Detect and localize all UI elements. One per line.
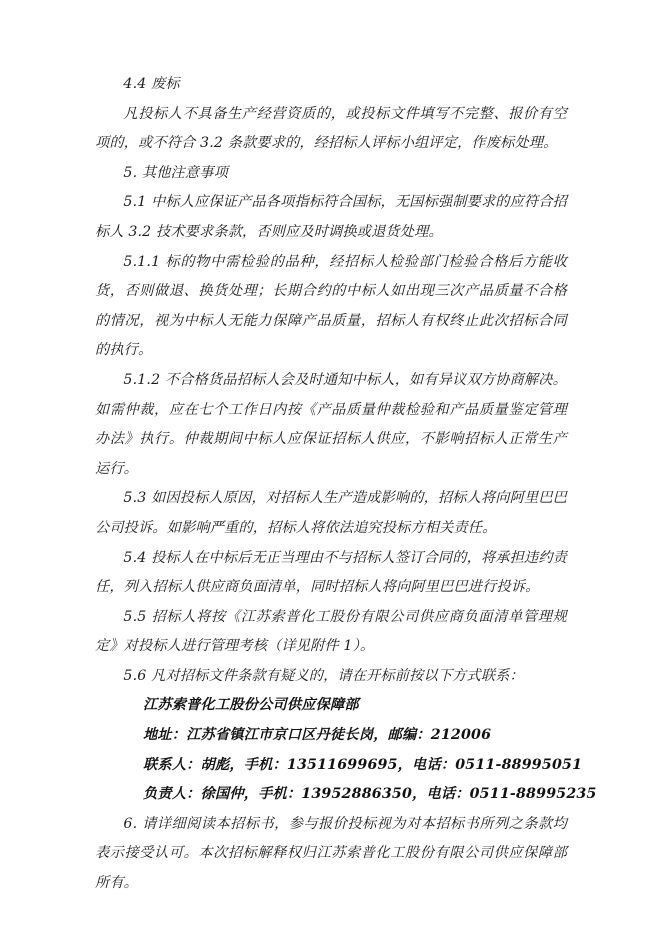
section-5-heading: 5. 其他注意事项 — [123, 164, 228, 181]
section-5-1: 5.1 中标人应保证产品各项指标符合国标，无国标强制要求的应符合招标人 3.2 技术要求条款，否则应及时调换或退货处理。 — [95, 194, 567, 240]
section-5-1-2: 5.1.2 不合格货品招标人会及时通知中标人，如有异议双方协商解决。如需仲裁，应在七个工作日内按《产品质量仲裁检验和产品质量鉴定管理办法》执行。仲裁期间中标人应保证招标人供应，不影响招标人正常生产运行。 — [95, 371, 567, 477]
contact-manager-line: 负责人：徐国仲，手机：13952886350，电话：0511-88995235 — [143, 786, 597, 803]
section-4-4-heading: 4.4 废标 — [123, 76, 180, 92]
contact-organization-name: 江苏索普化工股份公司供应保障部 — [143, 697, 359, 714]
section-5-5: 5.5 招标人将按《江苏索普化工股份有限公司供应商负面清单管理规定》对投标人进行管理考核（详见附件 1）。 — [95, 608, 567, 655]
section-5-4: 5.4 投标人在中标后无正当理由不与招标人签订合同的，将承担违约责任，列入招标人供应商负面清单，同时招标人将向阿里巴巴进行投诉。 — [95, 549, 567, 596]
contact-address-line: 地址：江苏省镇江市京口区丹徒长岗，邮编：212006 — [143, 727, 492, 744]
contact-information-block — [95, 691, 597, 809]
document-text-column — [95, 70, 597, 899]
section-5-1-1: 5.1.1 标的物中需检验的品种，经招标人检验部门检验合格后方能收货，否则做退、换货处理；长期合约的中标人如出现三次产品质量不合格的情况，视为中标人无能力保障产品质量，招标人有权终止此次招标合同的执行。 — [95, 253, 567, 359]
section-6: 6. 请详细阅读本招标书，参与报价投标视为对本招标书所列之条款均表示接受认可。本次招标解释权归江苏索普化工股份有限公司供应保障部所有。 — [95, 815, 567, 892]
section-5-6: 5.6 凡对招标文件条款有疑义的，请在开标前按以下方式联系： — [123, 667, 524, 684]
section-5-3: 5.3 如因投标人原因，对招标人生产造成影响的，招标人将向阿里巴巴公司投诉。如影响严重的，招标人将依法追究投标方相关责任。 — [95, 490, 567, 536]
contact-person-line: 联系人：胡彪，手机：13511699695，电话：0511-88995051 — [143, 756, 583, 773]
section-4-4-body: 凡投标人不具备生产经营资质的，或投标文件填写不完整、报价有空项的，或不符合 3.2 条款要求的，经招标人评标小组评定，作废标处理。 — [95, 105, 567, 152]
